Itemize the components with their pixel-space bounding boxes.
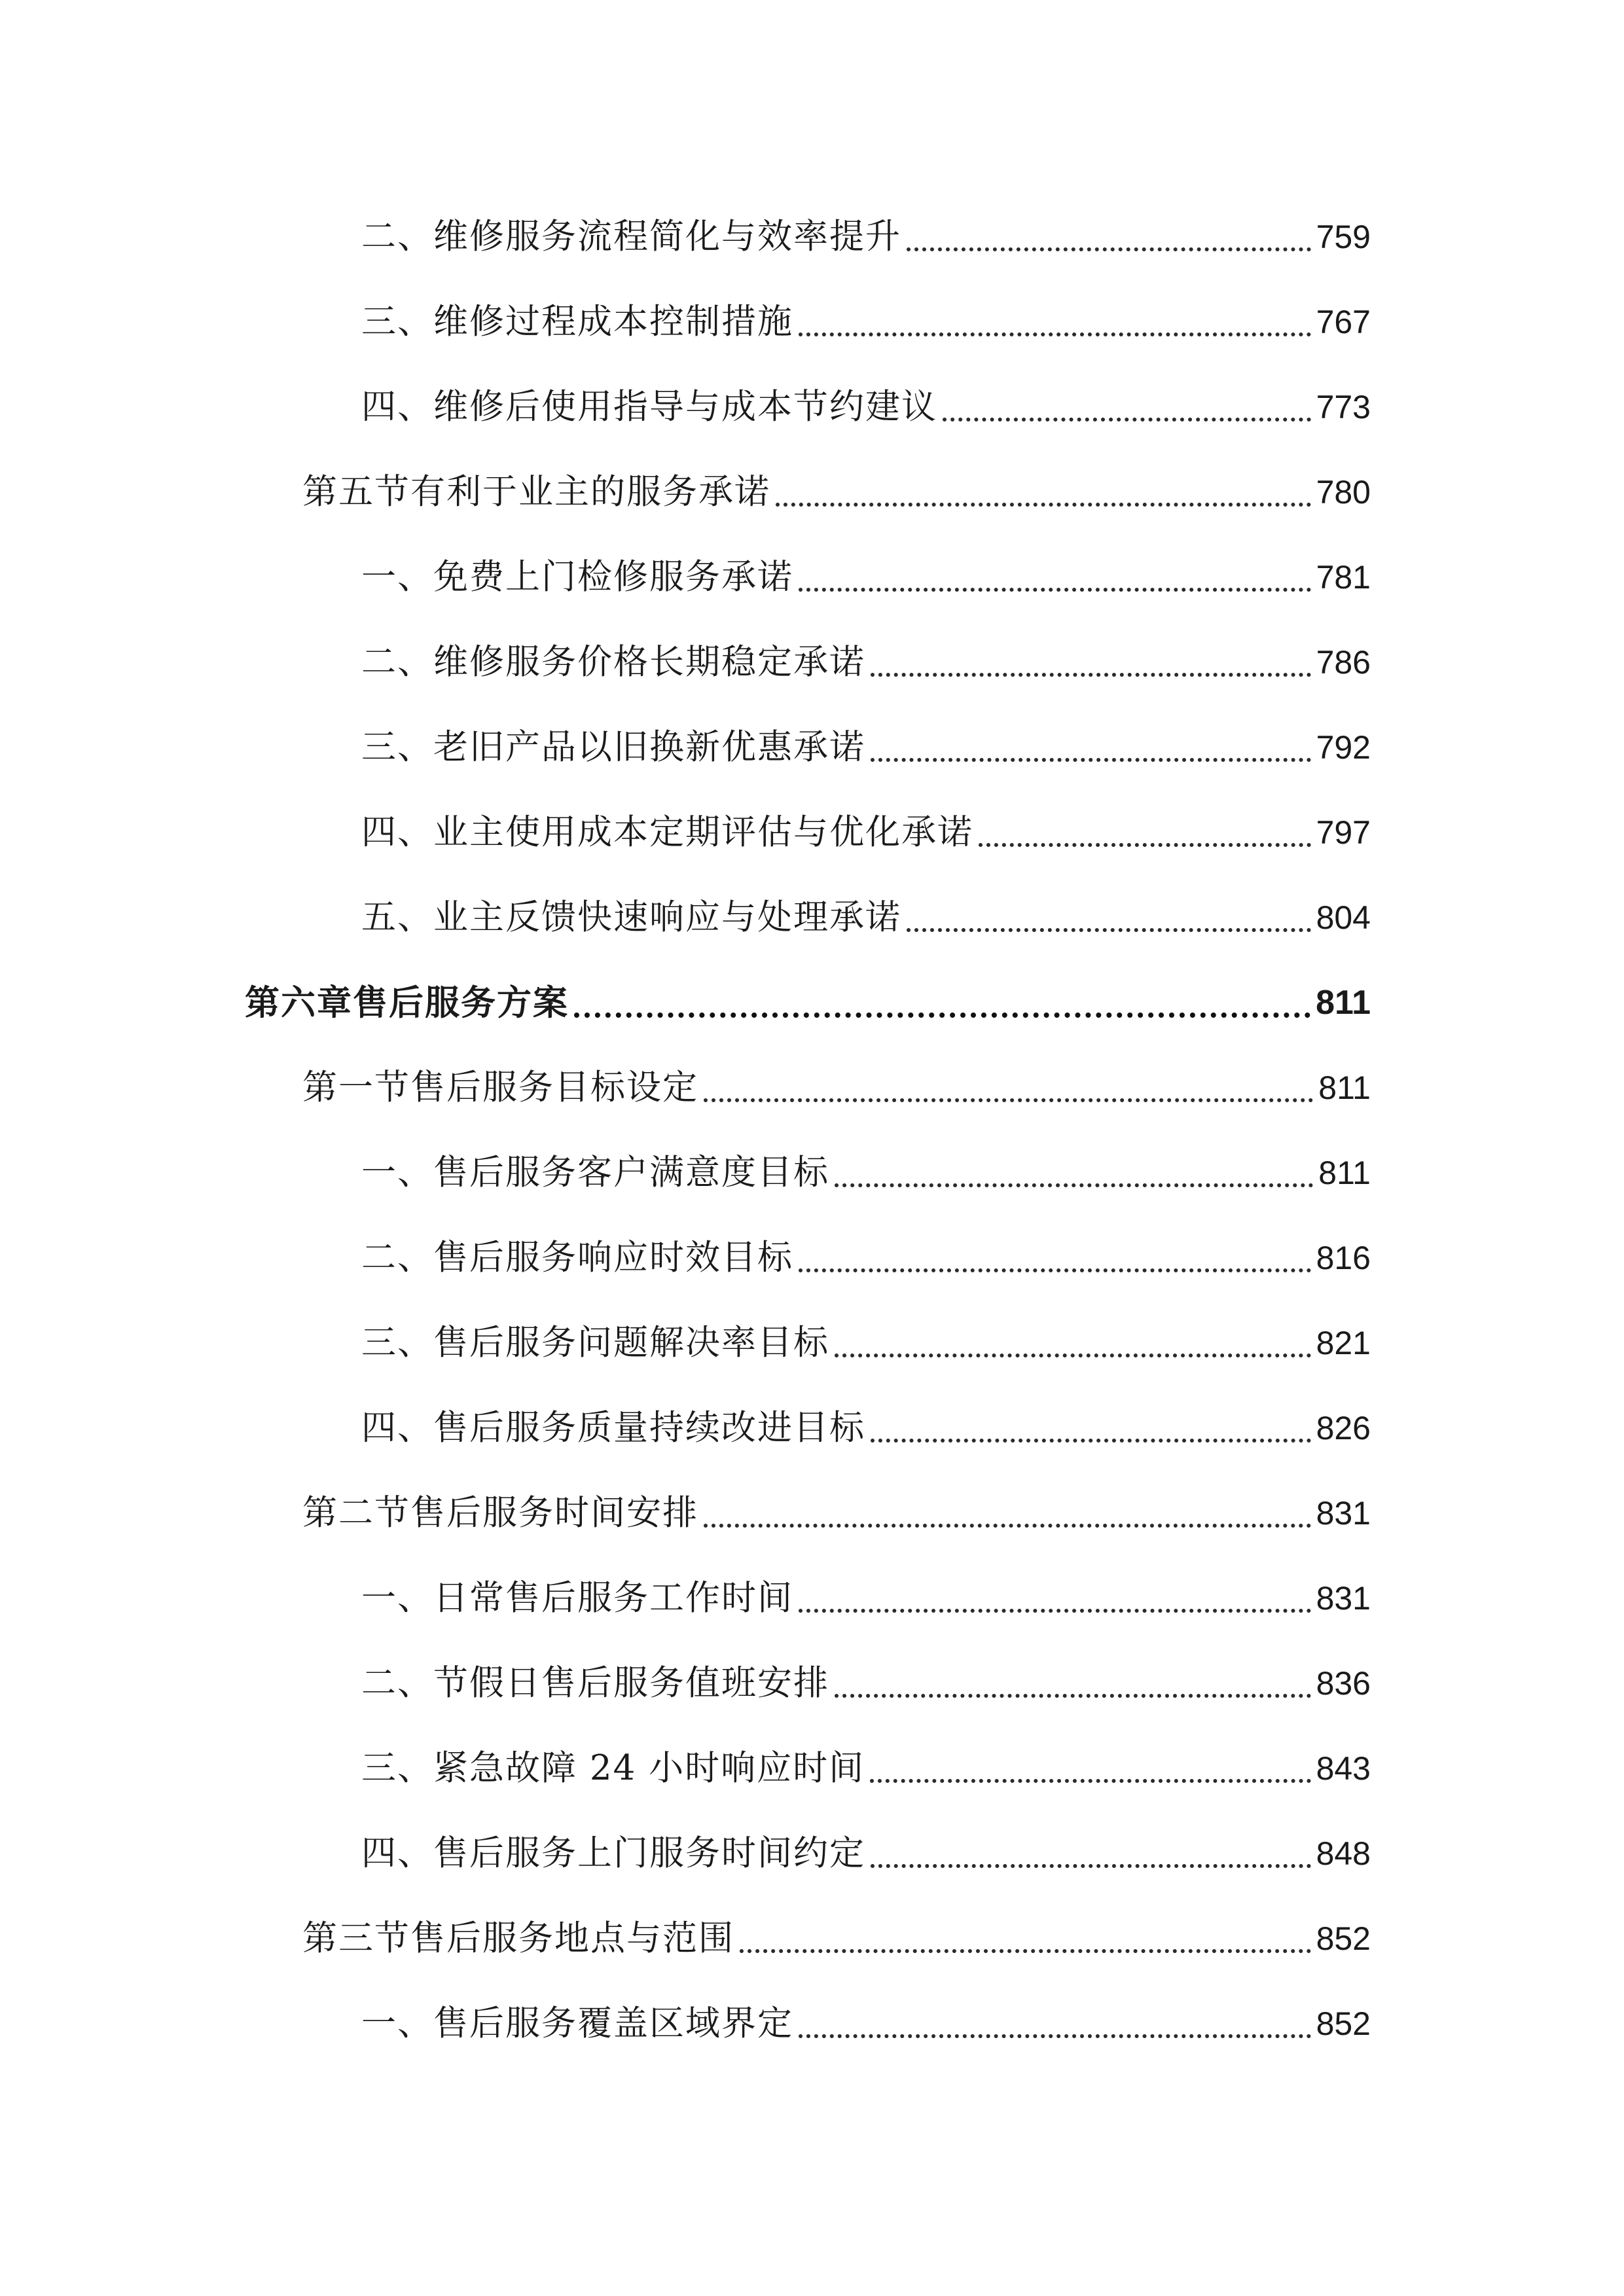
dot-leader — [979, 843, 1311, 847]
toc-entry-title: 二、售后服务响应时效目标 — [361, 1238, 793, 1278]
dot-leader — [704, 1524, 1311, 1528]
toc-entry-page-number: 811 — [1318, 1155, 1371, 1191]
toc-entry-page-number: 836 — [1316, 1665, 1371, 1702]
toc-entry-page-number: 831 — [1316, 1495, 1371, 1532]
toc-entry-section[interactable] — [361, 296, 1371, 348]
toc-entry-subchapter[interactable] — [302, 1062, 1371, 1114]
dot-leader — [871, 673, 1311, 677]
toc-entry-section[interactable] — [361, 1827, 1371, 1880]
toc-entry-title: 一、售后服务覆盖区域界定 — [361, 2003, 793, 2043]
toc-entry-title: 四、售后服务上门服务时间约定 — [361, 1833, 865, 1873]
toc-entry-title: 五、业主反馈快速响应与处理承诺 — [361, 897, 901, 937]
dot-leader — [835, 1694, 1311, 1698]
dot-leader — [799, 588, 1311, 592]
toc-entry-title: 三、维修过程成本控制措施 — [361, 302, 793, 342]
dot-leader — [907, 928, 1311, 932]
dot-leader — [835, 1183, 1313, 1187]
toc-entry-page-number: 816 — [1316, 1240, 1371, 1276]
toc-entry-page-number: 804 — [1316, 899, 1371, 936]
dot-leader — [574, 1013, 1310, 1018]
toc-entry-page-number: 773 — [1316, 389, 1371, 425]
toc-entry-title: 第一节售后服务目标设定 — [302, 1067, 698, 1107]
toc-entry-title: 第五节有利于业主的服务承诺 — [302, 472, 770, 512]
toc-entry-page-number: 759 — [1316, 219, 1371, 255]
toc-entry-page-number: 767 — [1316, 304, 1371, 340]
toc-entry-title: 三、紧急故障 24 小时响应时间 — [361, 1748, 865, 1788]
dot-leader — [871, 1439, 1311, 1443]
toc-entry-section[interactable] — [361, 1657, 1371, 1710]
dot-leader — [907, 247, 1311, 251]
toc-entry-page-number: 826 — [1316, 1410, 1371, 1446]
dot-leader — [871, 758, 1311, 762]
toc-entry-chapter[interactable] — [245, 977, 1371, 1029]
dot-leader — [870, 1779, 1310, 1783]
toc-entry-page-number: 848 — [1316, 1835, 1371, 1872]
toc-entry-section[interactable] — [361, 1572, 1371, 1624]
toc-entry-title: 四、售后服务质量持续改进目标 — [361, 1408, 865, 1448]
toc-entry-title: 二、维修服务价格长期稳定承诺 — [361, 642, 865, 682]
toc-entry-section[interactable] — [361, 806, 1371, 859]
toc-entry-section[interactable] — [361, 1998, 1371, 2050]
toc-entry-page-number: 780 — [1316, 474, 1371, 511]
toc-entry-page-number: 811 — [1316, 984, 1371, 1022]
toc-entry-title: 四、业主使用成本定期评估与优化承诺 — [361, 812, 973, 852]
toc-entry-section[interactable] — [361, 1742, 1371, 1795]
toc-entry-title: 二、维修服务流程简化与效率提升 — [361, 217, 901, 257]
dot-leader — [799, 2034, 1311, 2038]
toc-entry-page-number: 831 — [1316, 1580, 1371, 1617]
toc-entry-page-number: 852 — [1316, 1920, 1371, 1957]
toc-entry-page-number: 797 — [1316, 814, 1371, 851]
toc-entry-title: 四、维修后使用指导与成本节约建议 — [361, 387, 937, 427]
toc-entry-title: 一、售后服务客户满意度目标 — [361, 1153, 829, 1193]
toc-entry-section[interactable] — [361, 551, 1371, 603]
dot-leader — [799, 1268, 1311, 1272]
toc-entry-title: 第六章售后服务方案 — [245, 982, 569, 1023]
toc-entry-title: 第二节售后服务时间安排 — [302, 1493, 698, 1533]
toc-entry-title: 二、节假日售后服务值班安排 — [361, 1663, 829, 1703]
toc-entry-title: 第三节售后服务地点与范围 — [302, 1918, 734, 1958]
toc-entry-title: 一、免费上门检修服务承诺 — [361, 557, 793, 597]
dot-leader — [943, 418, 1311, 422]
toc-entry-section[interactable] — [361, 891, 1371, 944]
toc-entry-section[interactable] — [361, 721, 1371, 774]
toc-entry-page-number: 843 — [1316, 1750, 1371, 1787]
dot-leader — [776, 503, 1311, 507]
toc-entry-subchapter[interactable] — [302, 1487, 1371, 1539]
dot-leader — [871, 1864, 1311, 1868]
toc-entry-page-number: 786 — [1316, 644, 1371, 681]
toc-entry-page-number: 811 — [1318, 1069, 1371, 1106]
toc-entry-section[interactable] — [361, 1232, 1371, 1284]
dot-leader — [799, 332, 1311, 336]
toc-entry-section[interactable] — [361, 636, 1371, 689]
toc-entry-title: 三、售后服务问题解决率目标 — [361, 1323, 829, 1363]
toc-entry-page-number: 792 — [1316, 729, 1371, 766]
dot-leader — [740, 1949, 1311, 1953]
toc-entry-section[interactable] — [361, 211, 1371, 263]
dot-leader — [799, 1609, 1311, 1613]
dot-leader — [835, 1354, 1311, 1357]
toc-entry-section[interactable] — [361, 1317, 1371, 1369]
toc-entry-subchapter[interactable] — [302, 1912, 1371, 1965]
dot-leader — [704, 1098, 1313, 1102]
toc-entry-section[interactable] — [361, 1147, 1371, 1199]
toc-entry-page-number: 781 — [1316, 559, 1371, 596]
toc-entry-title: 一、日常售后服务工作时间 — [361, 1578, 793, 1618]
toc-entry-section[interactable] — [361, 1402, 1371, 1454]
toc-entry-subchapter[interactable] — [302, 466, 1371, 518]
toc-entry-page-number: 852 — [1316, 2005, 1371, 2042]
toc-entry-page-number: 821 — [1316, 1325, 1371, 1361]
toc-entry-title: 三、老旧产品以旧换新优惠承诺 — [361, 727, 865, 767]
toc-entry-section[interactable] — [361, 381, 1371, 433]
